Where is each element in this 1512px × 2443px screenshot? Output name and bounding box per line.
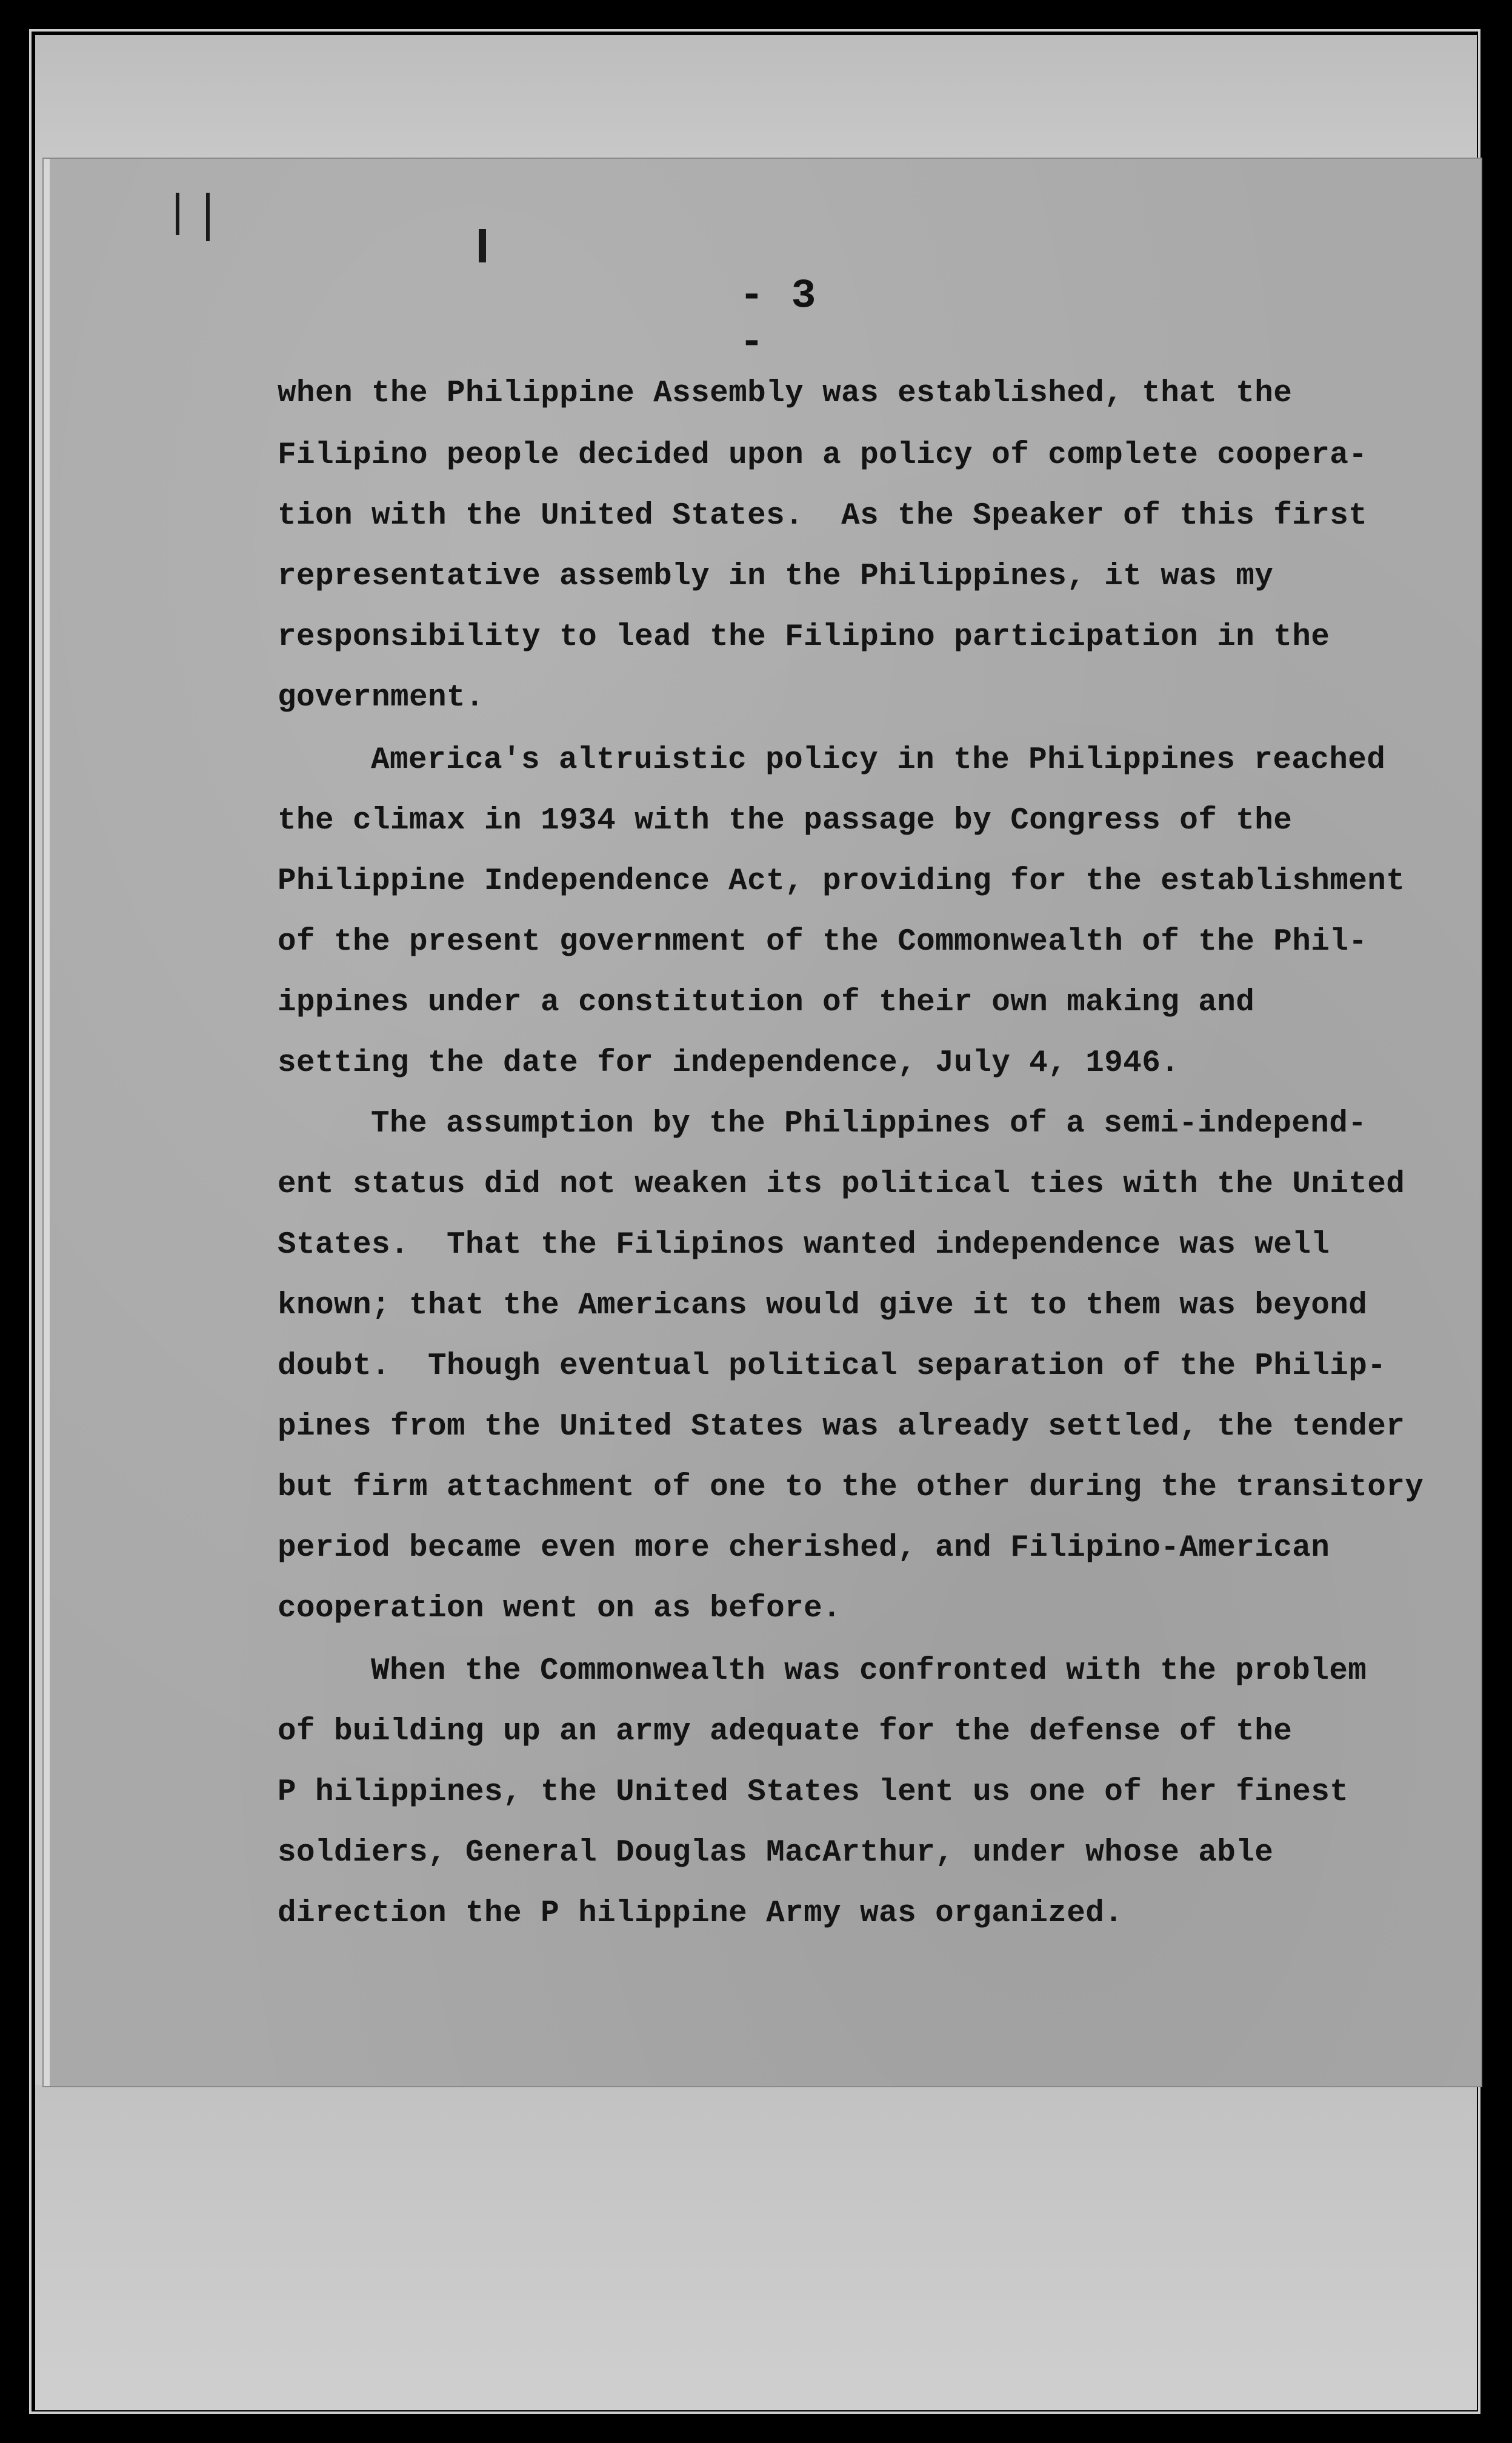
text-line: of building up an army adequate for the defense of the [278,1715,1293,1749]
text-line: known; that the Americans would give it to them was beyond [278,1288,1368,1323]
text-line: responsibility to lead the Filipino participation in the [278,620,1330,655]
ink-mark [176,193,179,235]
ink-mark [206,193,210,241]
text-line: setting the date for independence, July 4, 1946. [278,1046,1180,1081]
text-line: period became even more cherished, and Filipino-American [278,1531,1330,1565]
text-line: of the present government of the Commonwealth of the Phil- [278,925,1368,959]
text-line: but firm attachment of one to the other during the transitory [278,1470,1424,1505]
text-line: P hilippines, the United States lent us one of her finest [278,1775,1349,1810]
text-line: America's altruistic policy in the Philippines reached [371,743,1386,778]
text-line: The assumption by the Philippines of a semi-independ- [371,1107,1367,1141]
text-line: direction the P hilippine Army was organized. [278,1896,1124,1931]
page-number: - 3 - [739,273,818,366]
text-line: Philippine Independence Act, providing for the establishment [278,864,1405,899]
text-line: pines from the United States was already settled, the tender [278,1410,1405,1444]
text-line: cooperation went on as before. [278,1591,842,1626]
text-line: tion with the United States. As the Speaker of this first [278,499,1368,533]
text-line: when the Philippine Assembly was established, that the [278,376,1293,411]
text-line: Filipino people decided upon a policy of complete coopera- [278,438,1368,473]
text-line: doubt. Though eventual political separation of the Philip- [278,1349,1387,1384]
text-line: When the Commonwealth was confronted with the problem [371,1654,1367,1688]
text-line: government. [278,681,485,715]
text-line: soldiers, General Douglas MacArthur, under whose able [278,1836,1274,1870]
text-line: States. That the Filipinos wanted independence was well [278,1228,1330,1262]
text-line: ent status did not weaken its political ties with the United [278,1167,1405,1202]
page-left-edge [44,159,50,2086]
ink-mark [479,229,486,262]
text-line: ippines under a constitution of their own making and [278,985,1255,1020]
text-line: the climax in 1934 with the passage by Congress of the [278,804,1293,838]
text-line: representative assembly in the Philippines, it was my [278,559,1274,594]
